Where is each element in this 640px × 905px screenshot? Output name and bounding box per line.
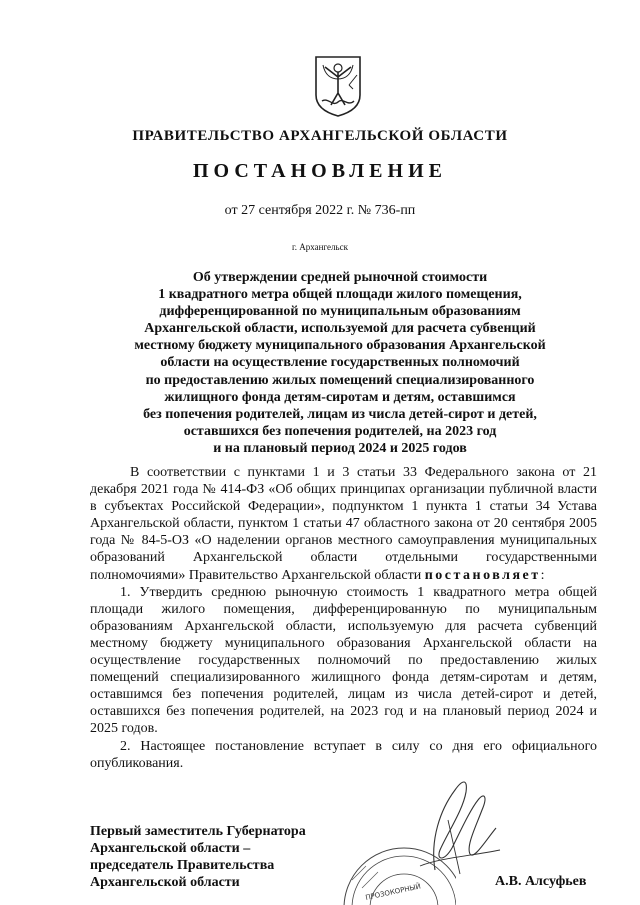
decree-word: постановляет [424, 567, 541, 583]
decree-colon: : [540, 567, 545, 583]
stamp-text: ПРОЗОКОРНЫЙ [364, 882, 422, 902]
document-date-number: от 27 сентября 2022 г. № 736-пп [224, 203, 416, 218]
position-line: председатель Правительства [90, 858, 275, 874]
title-line: оставшихся без попечения родителей, на 2023 год [183, 423, 497, 439]
title-line: Об утверждении средней рыночной стоимости [192, 270, 488, 285]
title-line: жилищного фонда детям-сиротам и детям, оставшимся [164, 389, 516, 405]
coat-of-arms-icon [313, 55, 363, 117]
government-name: ПРАВИТЕЛЬСТВО АРХАНГЕЛЬСКОЙ ОБЛАСТИ [132, 128, 508, 144]
title-line: по предоставлению жилых помещений специализированного [145, 372, 535, 388]
title-line: области на осуществление государственных полномочий [160, 355, 520, 371]
title-line: местному бюджету муниципального образования Архангельской [134, 338, 546, 354]
preamble-paragraph [90, 464, 597, 584]
position-line: Архангельской области – [90, 841, 251, 857]
signatory-position [90, 823, 306, 891]
item-2-paragraph: 2. Настоящее постановление вступает в силу со дня его официального опубликования. [90, 738, 597, 771]
official-stamp [336, 836, 456, 905]
title-line: и на плановый период 2024 и 2025 годов [213, 440, 467, 456]
title-line: 1 квадратного метра общей площади жилого помещения, [158, 287, 522, 303]
title-line: без попечения родителей, лицам из числа детей-сирот и детей, [143, 406, 537, 422]
preamble-text: В соответствии с пунктами 1 и 3 статьи 33 Федерального закона от 21 декабря 2021 года № 414-ФЗ «Об общих принципах организации публичной власти в субъектах Российской Федерации», подпунктом 1 пункта 1 статьи 34 Устава Архангельской области, пунктом 1 статьи 47 областного закона от 20 сентября 2005 года № 84-5-ОЗ «О наделении органов местного самоуправления муниципальных образований Архангельской области отдельными государственными полномочиями» Правительство Архангельской области [90, 465, 597, 583]
position-line: Первый заместитель Губернатора [90, 824, 306, 839]
signatory-name: А.В. Алсуфьев [495, 874, 587, 889]
position-line: Архангельской области [90, 875, 240, 891]
title-line: дифференцированной по муниципальным образованиям [159, 304, 521, 320]
document-type: ПОСТАНОВЛЕНИЕ [193, 160, 447, 182]
item-1-paragraph: 1. Утвердить среднюю рыночную стоимость 1 квадратного метра общей площади жилого помещения, дифференцированную по муниципальным образованиям Архангельской области, используемую для расчета субвенций местному бюджету муниципального образования Архангельской области на осуществление государственных полномочий по предоставлению жилых помещений специализированного жилищного фонда детям-сиротам и детям, оставшимся без попечения родителей, лицам из числа детей-сирот и детей, оставшихся без попечения родителей, на 2023 год и на плановый период 2024 и 2025 годов. [90, 584, 597, 737]
document-title [110, 269, 570, 457]
title-line: Архангельской области, используемой для расчета субвенций [144, 321, 536, 337]
document-body [90, 464, 597, 772]
document-city: г. Архангельск [292, 242, 348, 252]
